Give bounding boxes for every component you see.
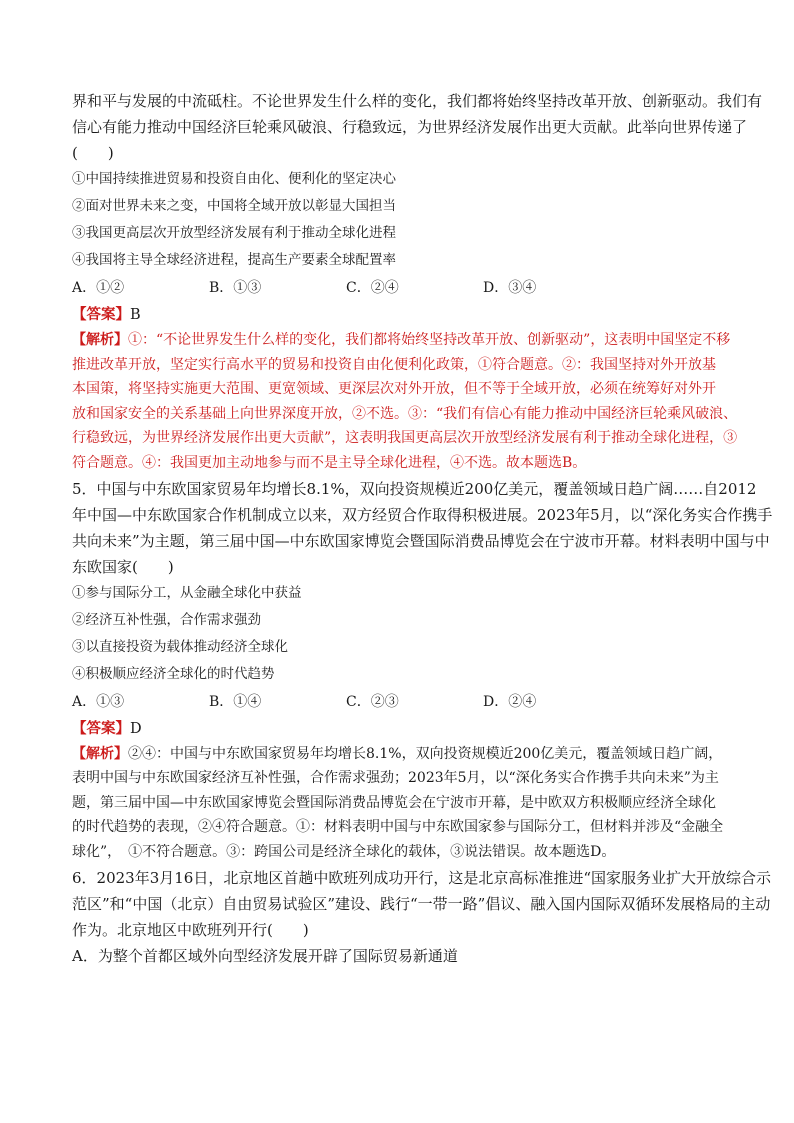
expl-line: 行稳致远，为世界经济发展作出更大贡献”，这表明我国更高层次开放型经济发展有利于推动全球化进程，③: [72, 430, 738, 447]
q5-option-3: ③以直接投资为载体推动经济全球化: [72, 638, 288, 655]
q5-choice-b: B．①④: [209, 693, 262, 710]
expl-line: [72, 328, 734, 353]
q5-choice-d: D．②④: [483, 693, 537, 710]
q6-option-a: A．为整个首都区域外向型经济发展开辟了国际贸易新通道: [72, 946, 458, 965]
q4-stem-line: 信心有能力推动中国经济巨轮乘风破浪、行稳致远，为世界经济发展作出更大贡献。此举向世界传递了: [72, 118, 748, 136]
answer-tag: 【答案】: [72, 719, 130, 737]
q6-stem-line: 作为。北京地区中欧班列开行( ): [72, 920, 309, 939]
expl-line: 球化”， ①不符合题意。③：跨国公司是经济全球化的载体，③说法错误。故本题选D。: [72, 843, 616, 860]
q4-choice-d: D．③④: [483, 280, 537, 296]
q4-choices: [72, 274, 734, 302]
q5-stem-line: 5．中国与中东欧国家贸易年均增长8.1%，双向投资规模近200亿美元，覆盖领域日趋广阔……自2012: [72, 479, 757, 498]
answer-value: B: [130, 307, 141, 323]
question-4: [72, 88, 763, 476]
q4-choice-a: A．①②: [72, 280, 125, 296]
q5-answer: [72, 716, 734, 742]
q6-stem-line: 范区”和“中国（北京）自由贸易试验区”建设、践行“一带一路”倡议、融入国内国际双循环发展格局的主动: [72, 894, 771, 913]
q5-option-2: ②经济互补性强，合作需求强劲: [72, 611, 261, 628]
q4-option-1: ①中国持续推进贸易和投资自由化、便利化的坚定决心: [72, 171, 396, 187]
q5-option-4: ④积极顺应经济全球化的时代趋势: [72, 665, 275, 682]
expl-line: 符合题意。④：我国更加主动地参与而不是主导全球化进程，④不选。故本题选B。: [72, 454, 587, 471]
q5-option-1: ①参与国际分工，从金融全球化中获益: [72, 584, 302, 601]
q4-answer: [72, 302, 734, 328]
expl-line: 放和国家安全的关系基础上向世界深度开放，②不选。③：“我们有信心有能力推动中国经济巨轮乘风破浪、: [72, 405, 738, 422]
q5-explanation: [72, 742, 734, 865]
q4-choice-c: C．②④: [346, 280, 399, 296]
q5-choice-c: C．②③: [346, 693, 399, 710]
expl-line: 的时代趋势的表现，②④符合题意。①：材料表明中国与中东欧国家参与国际分工，但材料并涉及“金融全: [72, 819, 724, 836]
q4-stem-line: 界和平与发展的中流砥柱。不论世界发生什么样的变化，我们都将始终坚持改革开放、创新驱动。我们有: [72, 92, 763, 110]
expl-line: 题，第三届中国—中东欧国家博览会暨国际消费品博览会在宁波市开幕，是中欧双方积极顺应经济全球化: [72, 794, 716, 811]
q5-stem-line: 年中国—中东欧国家合作机制成立以来，双方经贸合作取得积极进展。2023年5月，以“深化务实合作携手: [72, 505, 773, 524]
expl-tag: 【解析】: [72, 745, 128, 762]
q4-option-4: ④我国将主导全球经济进程，提高生产要素全球配置率: [72, 252, 396, 268]
expl-text: ①：“不论世界发生什么样的变化，我们都将始终坚持改革开放、创新驱动”，这表明中国坚定不移: [128, 332, 731, 348]
answer-value: D: [130, 720, 142, 737]
q5-choices: [72, 688, 734, 716]
expl-line: 本国策，将坚持实施更大范围、更宽领域、更深层次对外开放，但不等于全域开放，必须在统筹好对外开: [72, 381, 716, 398]
expl-text: ②④：中国与中东欧国家贸易年均增长8.1%，双向投资规模近200亿美元，覆盖领域日趋广阔，: [128, 745, 723, 762]
q4-choice-b: B．①③: [209, 280, 262, 296]
q4-stem-line: ( ): [72, 144, 114, 162]
q4-option-3: ③我国更高层次开放型经济发展有利于推动全球化进程: [72, 225, 396, 241]
expl-line: 推进改革开放，坚定实行高水平的贸易和投资自由化便利化政策，①符合题意。②：我国坚持对外开放基: [72, 356, 716, 373]
question-6: [72, 865, 772, 969]
question-5: [72, 476, 773, 865]
expl-line: 表明中国与中东欧国家经济互补性强，合作需求强劲；2023年5月，以“深化务实合作携手共向未来”为主: [72, 770, 719, 787]
answer-tag: 【答案】: [72, 306, 130, 323]
q6-stem-line: 6．2023年3月16日，北京地区首趟中欧班列成功开行，这是北京高标准推进“国家服务业扩大开放综合示: [72, 868, 772, 887]
document-page: [72, 88, 773, 969]
q5-stem-line: 东欧国家( ): [72, 557, 174, 576]
q5-stem-line: 共向未来”为主题，第三届中国—中东欧国家博览会暨国际消费品博览会在宁波市开幕。材料表明中国与中: [72, 531, 770, 550]
expl-line: [72, 742, 734, 767]
q4-option-2: ②面对世界未来之变，中国将全域开放以彰显大国担当: [72, 198, 396, 214]
q4-explanation: [72, 328, 738, 476]
q5-choice-a: A．①③: [72, 693, 125, 710]
expl-tag: 【解析】: [72, 332, 128, 348]
